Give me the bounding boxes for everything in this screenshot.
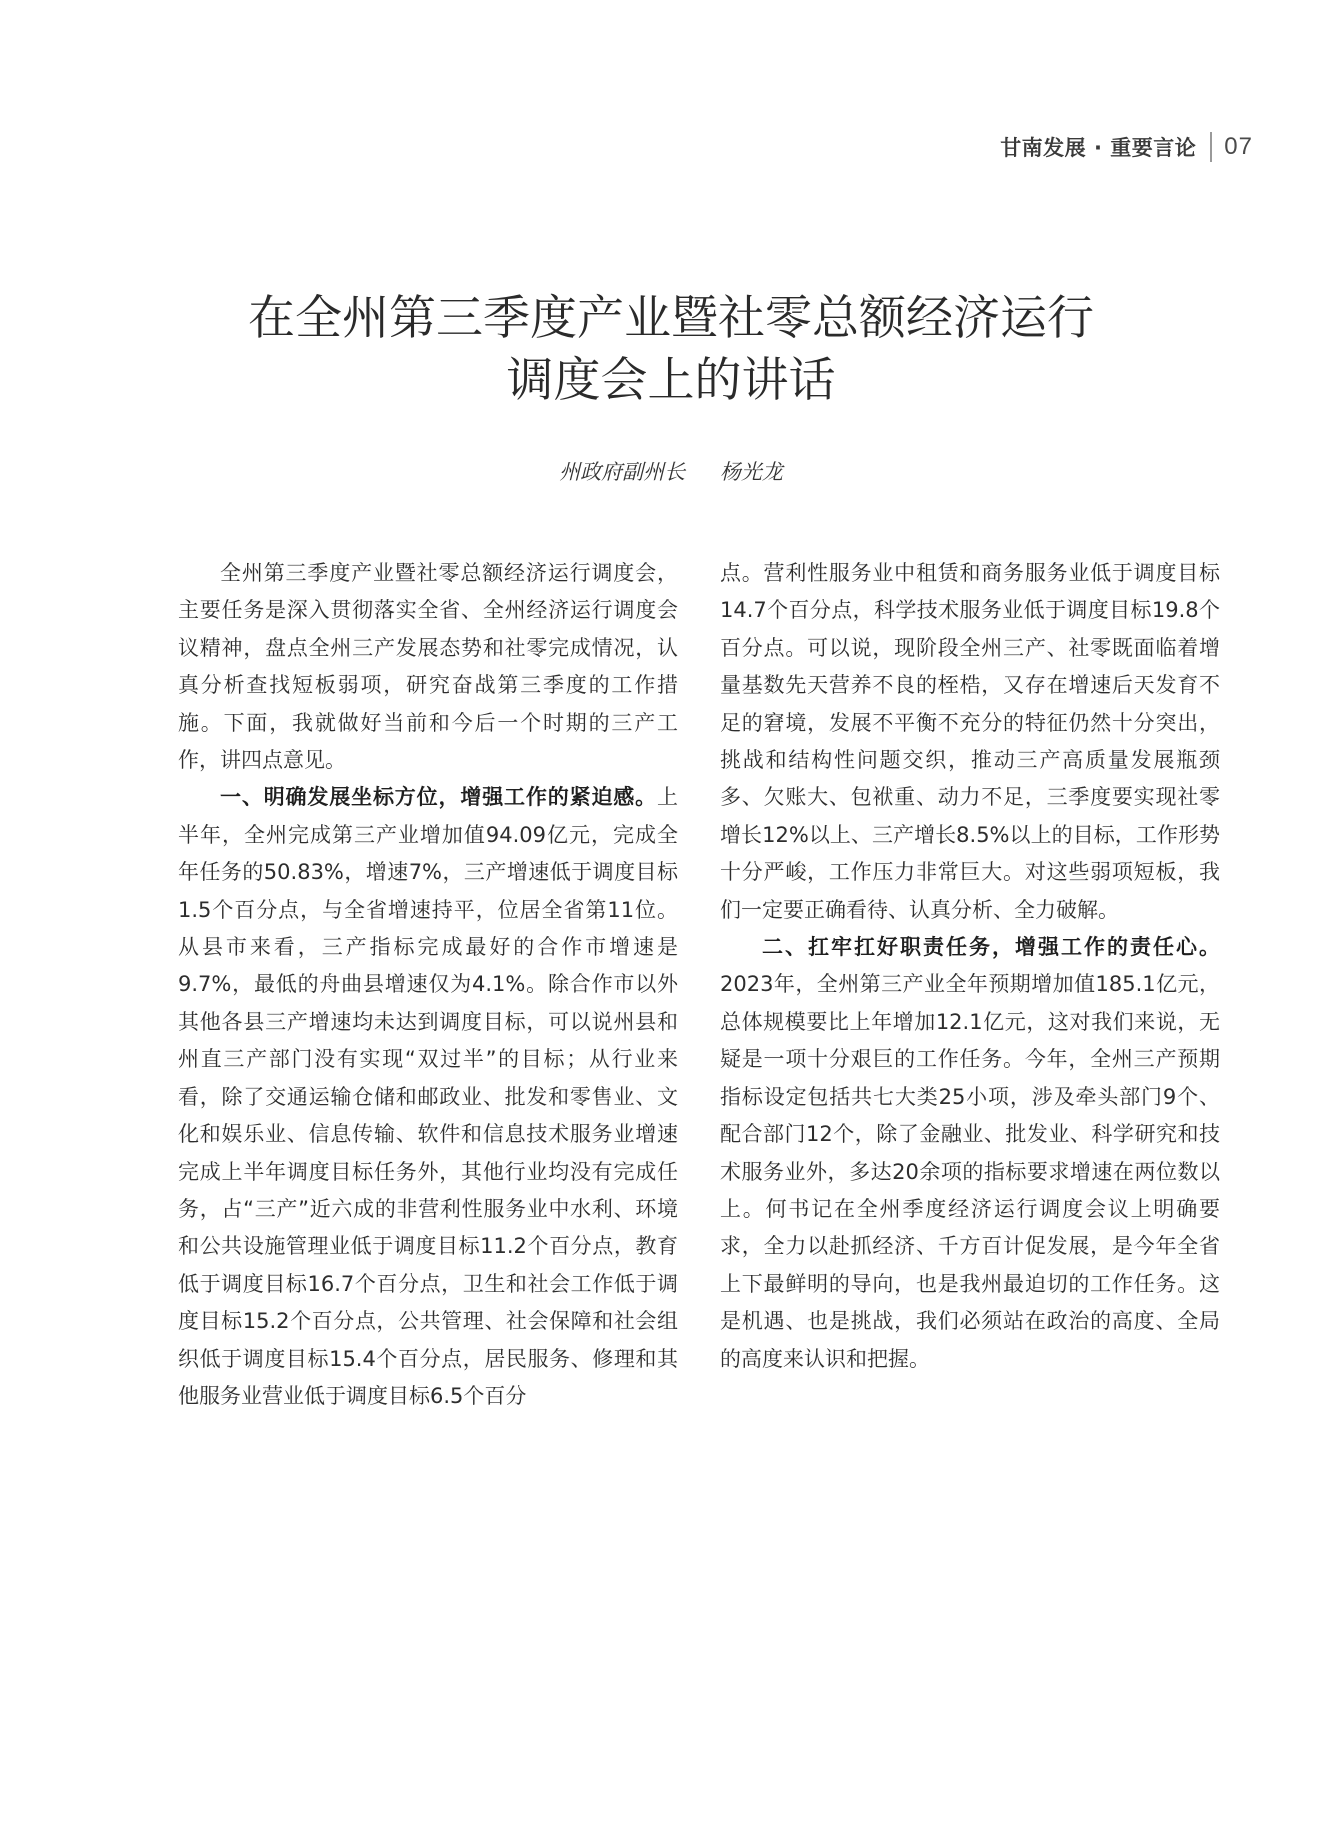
- paragraph-intro: 全州第三季度产业暨社零总额经济运行调度会，主要任务是深入贯彻落实全省、全州经济运行调度会议精神，盘点全州三产发展态势和社零完成情况，认真分析查找短板弱项，研究奋战第三季度的工作措施。下面，我就做好当前和今后一个时期的三产工作，讲四点意见。: [178, 561, 678, 773]
- running-header: [1000, 132, 1253, 162]
- left-column: [178, 555, 678, 1415]
- paragraph-section-2: [720, 929, 1220, 1378]
- header-divider: [1210, 132, 1212, 162]
- section-1-text: 上半年，全州完成第三产业增加值94.09亿元，完成全年任务的50.83%，增速7%，三产增速低于调度目标1.5个百分点，与全省增速持平，位居全省第11位。从县市来看，三产指标完成最好的合作市增速是9.7%，最低的舟曲县增速仅为4.1%。除合作市以外其他各县三产增速均未达到调度目标，可以说州县和州直三产部门没有实现“双过半”的目标；从行业来看，除了交通运输仓储和邮政业、批发和零售业、文化和娱乐业、信息传输、软件和信息技术服务业增速完成上半年调度目标任务外，其他行业均没有完成任务，占“三产”近六成的非营利性服务业中水利、环境和公共设施管理业低于调度目标11.2个百分点，教育低于调度目标16.7个百分点，卫生和社会工作低于调度目标15.2个百分点，公共管理、社会保障和社会组织低于调度目标15.4个百分点，居民服务、修理和其他服务业营业低于调度目标6.5个百分: [178, 785, 678, 1408]
- title-line-1: 在全州第三季度产业暨社零总额经济运行: [248, 291, 1094, 346]
- author-name: 杨光龙: [719, 460, 783, 484]
- section-heading-2: 二、扛牢扛好职责任务，增强工作的责任心。: [762, 935, 1220, 960]
- article-title: [0, 288, 1342, 412]
- section-2-text: 2023年，全州第三产业全年预期增加值185.1亿元，总体规模要比上年增加12.1亿元，这对我们来说，无疑是一项十分艰巨的工作任务。今年，全州三产预期指标设定包括共七大类25小项，涉及牵头部门9个、配合部门12个，除了金融业、批发业、科学研究和技术服务业外，多达20余项的指标要求增速在两位数以上。何书记在全州季度经济运行调度会议上明确要求，全力以赴抓经济、千方百计促发展，是今年全省上下最鲜明的导向，也是我州最迫切的工作任务。这是机遇、也是挑战，我们必须站在政治的高度、全局的高度来认识和把握。: [720, 972, 1220, 1371]
- paragraph-section-1: [178, 779, 678, 1415]
- section-title: 甘南发展 · 重要言论: [1000, 136, 1197, 160]
- author-role: 州政府副州长: [559, 460, 686, 484]
- paragraph-continued: 点。营利性服务业中租赁和商务服务业低于调度目标14.7个百分点，科学技术服务业低于调度目标19.8个百分点。可以说，现阶段全州三产、社零既面临着增量基数先天营养不良的桎梏，又存在增速后天发育不足的窘境，发展不平衡不充分的特征仍然十分突出，挑战和结构性问题交织，推动三产高质量发展瓶颈多、欠账大、包袱重、动力不足，三季度要实现社零增长12%以上、三产增长8.5%以上的目标，工作形势十分严峻，工作压力非常巨大。对这些弱项短板，我们一定要正确看待、认真分析、全力破解。: [720, 561, 1220, 922]
- title-line-2: 调度会上的讲话: [506, 353, 836, 408]
- right-column: [720, 555, 1220, 1378]
- section-heading-1: 一、明确发展坐标方位，增强工作的紧迫感。: [220, 785, 657, 810]
- byline: [0, 456, 1342, 486]
- page-number: 07: [1224, 133, 1253, 160]
